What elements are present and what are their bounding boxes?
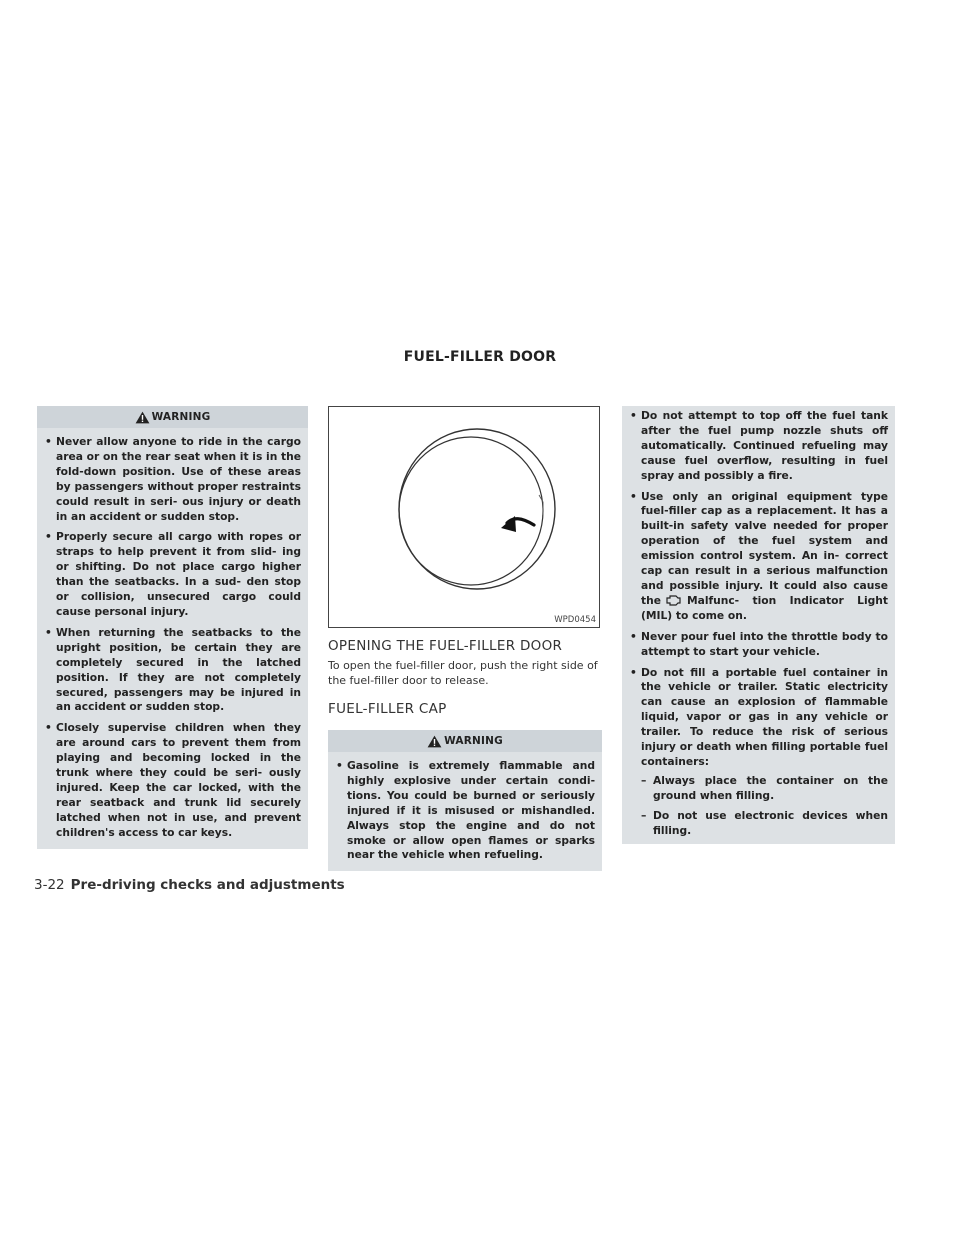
sub-list (641, 774, 888, 839)
sub-list-item: – Always place the container on the ground when filling. (641, 773, 888, 802)
page-footer (34, 877, 345, 893)
sub-list-item: – Do not use electronic devices when filling. (641, 808, 888, 837)
list-item: • Never pour fuel into the throttle body to attempt to start your vehicle. (630, 629, 888, 658)
list-item: • Do not fill a portable fuel container in the vehicle or trailer. Static electricity can cause an explosion of flammable liquid, vapor or gas in any vehicle or trailer. To reduce the risk of serious injury or death when filling portable fuel containers: – Always place the container on the ground when filling. – Do not use electronic devices when filling. (630, 665, 888, 837)
warning-header (37, 406, 308, 428)
warning-label: WARNING (444, 735, 503, 747)
warning-header (328, 730, 602, 752)
warning-box-refueling (622, 406, 895, 844)
list-item: • Gasoline is extremely flammable and highly explosive under certain condi- tions. You could be burned or seriously injured if it is misused or mishandled. Always stop the engine and do not smoke or allow open flames or sparks near the vehicle when refueling. (336, 759, 595, 862)
fuel-door-drawing (329, 407, 599, 627)
opening-instructions: To open the fuel-filler door, push the right side of the fuel-filler door to release. (328, 659, 598, 687)
column-2 (328, 406, 602, 871)
warning-label: WARNING (151, 411, 211, 423)
list-item: • When returning the seatbacks to the upright position, be certain they are completely secured in the latched position. If they are not completely secured, passengers may be injured in an accident or sudden stop. (45, 625, 301, 714)
section-title: FUEL-FILLER DOOR (403, 349, 557, 365)
list-item: • Do not attempt to top off the fuel tank after the fuel pump nozzle shuts off automatically. Continued refueling may cause fuel overflow, resulting in fuel spray and possibly a fire. (630, 409, 888, 482)
list-item: • Use only an original equipment type fuel-filler cap as a replacement. It has a built-in safety valve needed for proper operation of the fuel system and emission control system. An in- correct cap can result in a serious malfunction and possible injury. It could also cause the Malfunc- tion Indicator Light (MIL) to come on. (630, 489, 888, 622)
figure-code: WPD0454 (554, 615, 596, 625)
warning-box-gasoline (328, 730, 602, 871)
warning-box-cargo (37, 406, 308, 849)
heading-fuel-filler-cap: FUEL-FILLER CAP (328, 701, 447, 717)
heading-opening-fuel-filler-door: OPENING THE FUEL-FILLER DOOR (328, 638, 563, 654)
list-item: • Closely supervise children when they are around cars to prevent them from playing and becoming locked in the trunk where they could be seri- ously injured. Keep the car locked, with the rear seatback and trunk lid securely latched when not in use, and prevent children's access to car keys. (45, 721, 301, 839)
column-3 (622, 406, 895, 844)
chapter-title: Pre-driving checks and adjustments (70, 877, 345, 893)
engine-malfunction-icon (665, 594, 683, 606)
warning-triangle-icon (135, 411, 150, 424)
list-item: • Never allow anyone to ride in the cargo area or on the rear seat when it is in the fold-down position. Use of these areas by passengers without proper restraints could result in seri- ous injury or death in an accident or sudden stop. (45, 435, 301, 523)
fuel-door-illustration (328, 406, 600, 628)
column-1 (37, 406, 308, 849)
warning-triangle-icon (427, 735, 442, 748)
page-number: 3-22 (34, 877, 65, 893)
list-item: • Properly secure all cargo with ropes or straps to help prevent it from slid- ing or shifting. Do not place cargo higher than the seatbacks. In a sud- den stop or collision, unsecured cargo could cause personal injury. (45, 530, 301, 618)
